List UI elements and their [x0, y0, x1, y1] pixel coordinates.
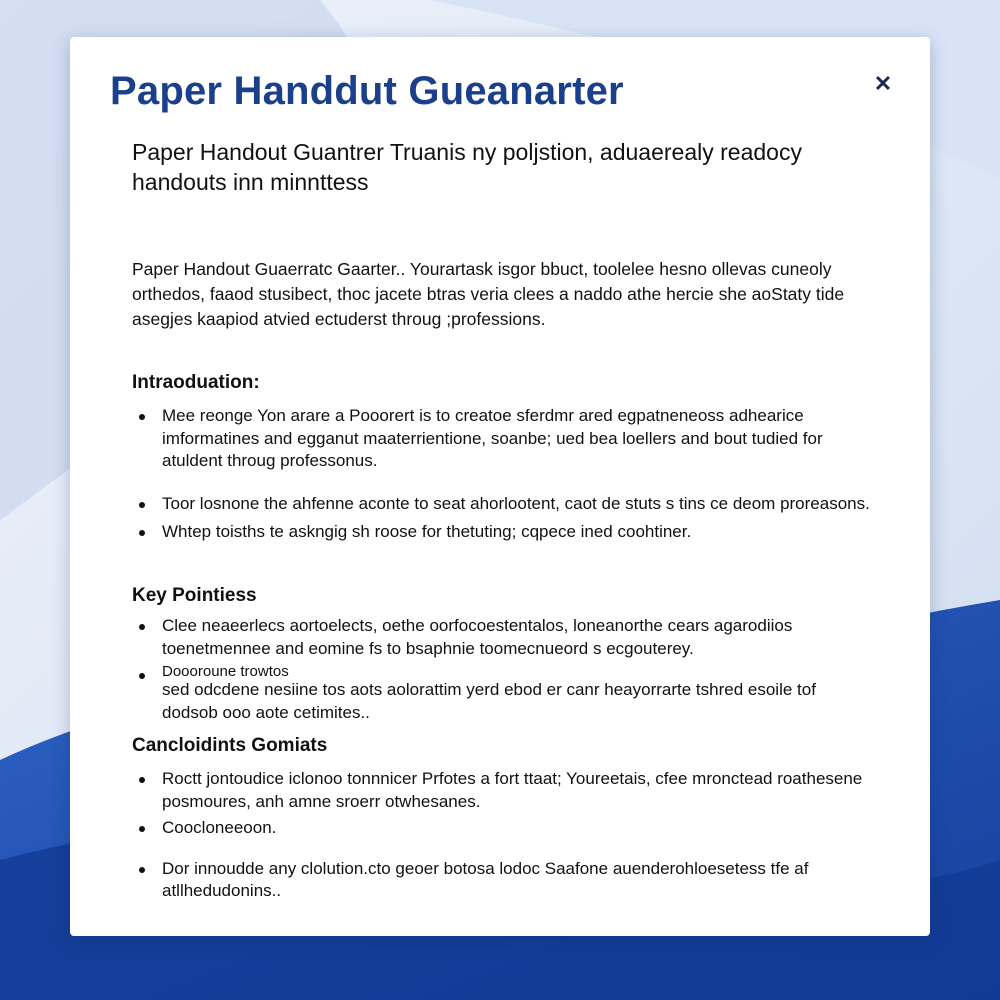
list-item: Coocloneeoon. — [132, 817, 872, 840]
intro-paragraph: Paper Handout Guaerratc Gaarter.. Yourartask isgor bbuct, toolelee hesno ollevas cuneoly orthedos, faaod stusibect, thoc jacete btras veria clees a naddo athe hercie she aoStaty tide asegjes kaapiod atvied ectuderst throug ;professions. — [132, 259, 845, 329]
list-item — [132, 664, 872, 724]
list-item-label: Doooroune trowtos — [162, 663, 289, 680]
list-item: Toor losnone the ahfenne aconte to seat ahorlootent, caot de stuts s tins ce deom proreasons. — [132, 493, 872, 516]
introduction-list — [132, 405, 872, 544]
section-heading-conclusion: Cancloidints Gomiats — [132, 735, 328, 756]
list-item: Roctt jontoudice iclonoo tonnnicer Prfotes a fort ttaat; Youreetais, cfee mronctead roathesene posmoures, anh amne sroerr otwhesanes. — [132, 768, 872, 813]
key-points-list — [132, 615, 872, 724]
conclusion-list — [132, 768, 872, 903]
list-item-detail: sed odcdene nesiine tos aots aolorattim yerd ebod er canr heayorrarte tshred esoile tof dodsob ooo aote cetimites.. — [162, 680, 816, 722]
list-item: Whtep toisths te askngig sh roose for thetuting; cqpece ined coohtiner. — [132, 521, 872, 544]
handout-card — [70, 37, 930, 936]
list-item: Mee reonge Yon arare a Pooorert is to creatoe sferdmr ared egpatneneoss adhearice imformatines and egganut maaterrientione, soanbe; ued bea loellers and bout tudied for atuldent throug professonus. — [132, 405, 872, 473]
list-item: Dor innoudde any clolution.cto geoer botosa lodoc Saafone auenderohloesetess tfe af atllhedudonins.. — [132, 858, 872, 903]
list-item: Clee neaeerlecs aortoelects, oethe oorfocoestentalos, loneanorthe cears agarodiios toenetmennee and eomine fs to bsaphnie toomecnueord s ecgouterey. — [132, 615, 872, 660]
subtitle: Paper Handout Guantrer Truanis ny poljstion, aduaerealy readocy handouts inn minnttess — [132, 139, 802, 195]
close-icon[interactable]: ✕ — [873, 71, 893, 96]
section-heading-introduction: Intraoduation: — [132, 372, 260, 393]
section-heading-key-points: Key Pointiess — [132, 585, 257, 606]
page-title: Paper Handdut Gueanarter — [110, 69, 624, 113]
